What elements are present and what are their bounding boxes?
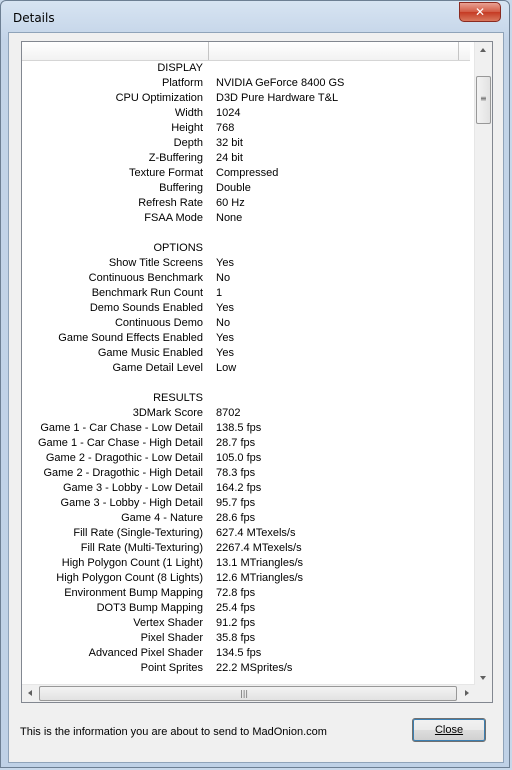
item-label: Depth <box>173 137 203 149</box>
list-item[interactable] <box>22 301 470 316</box>
list-item[interactable] <box>22 421 470 436</box>
item-value: Yes <box>216 302 234 314</box>
list-item[interactable] <box>22 481 470 496</box>
item-label: Game 2 - Dragothic - High Detail <box>43 467 203 479</box>
horizontal-scrollbar[interactable] <box>22 684 475 702</box>
item-label: FSAA Mode <box>144 212 203 224</box>
item-value: 768 <box>216 122 235 134</box>
horizontal-scroll-thumb[interactable] <box>39 686 457 701</box>
scrollbar-corner <box>475 685 492 702</box>
list-item[interactable] <box>22 91 470 106</box>
dialog-client-area <box>8 32 504 763</box>
item-value: Double <box>216 182 251 194</box>
item-label: Game Sound Effects Enabled <box>58 332 203 344</box>
item-label: 3DMark Score <box>132 407 203 419</box>
item-value: 12.6 MTriangles/s <box>216 572 304 584</box>
section-header-row[interactable] <box>22 391 470 406</box>
window-title: Details <box>13 11 55 25</box>
list-item[interactable] <box>22 346 470 361</box>
item-label: Vertex Shader <box>133 617 203 629</box>
close-button[interactable] <box>412 718 486 742</box>
list-item[interactable] <box>22 616 470 631</box>
item-label: Game 1 - Car Chase - High Detail <box>37 437 203 449</box>
list-item[interactable] <box>22 136 470 151</box>
item-label: Demo Sounds Enabled <box>89 302 203 314</box>
item-label: High Polygon Count (1 Light) <box>61 557 203 569</box>
item-value: None <box>216 212 243 224</box>
column-header-bar <box>22 42 470 61</box>
item-label: Texture Format <box>129 167 203 179</box>
scroll-right-icon[interactable] <box>465 690 469 696</box>
item-label: Environment Bump Mapping <box>64 587 203 599</box>
item-label: Continuous Benchmark <box>88 272 203 284</box>
item-value: 28.7 fps <box>216 437 256 449</box>
list-item[interactable] <box>22 286 470 301</box>
list-item[interactable] <box>22 436 470 451</box>
footer-info-text: This is the information you are about to send to MadOnion.com <box>20 726 327 738</box>
grip-icon: ||| <box>240 689 249 698</box>
list-item[interactable] <box>22 526 470 541</box>
item-label: Height <box>171 122 203 134</box>
item-label: Benchmark Run Count <box>91 287 203 299</box>
item-label: Width <box>174 107 203 119</box>
list-item[interactable] <box>22 661 470 676</box>
item-value: 1024 <box>216 107 241 119</box>
scroll-down-icon[interactable] <box>480 676 486 680</box>
list-item[interactable] <box>22 451 470 466</box>
section-header-row[interactable] <box>22 241 470 256</box>
list-item[interactable] <box>22 121 470 136</box>
item-value: D3D Pure Hardware T&L <box>216 92 339 104</box>
item-value: Low <box>216 362 237 374</box>
item-label: Point Sprites <box>140 662 203 674</box>
section-title: RESULTS <box>153 392 203 404</box>
item-value: 60 Hz <box>216 197 245 209</box>
item-label: Game 4 - Nature <box>121 512 203 524</box>
item-label: DOT3 Bump Mapping <box>96 602 203 614</box>
item-value: 91.2 fps <box>216 617 256 629</box>
item-label: Z-Buffering <box>148 152 203 164</box>
scroll-left-icon[interactable] <box>28 690 32 696</box>
item-value: 72.8 fps <box>216 587 256 599</box>
list-item[interactable] <box>22 601 470 616</box>
item-value: 138.5 fps <box>216 422 262 434</box>
item-label: Pixel Shader <box>140 632 203 644</box>
list-item[interactable] <box>22 541 470 556</box>
item-value: 8702 <box>216 407 241 419</box>
item-value: 627.4 MTexels/s <box>216 527 296 539</box>
list-item[interactable] <box>22 586 470 601</box>
item-label: Fill Rate (Single-Texturing) <box>73 527 203 539</box>
item-label: Show Title Screens <box>108 257 203 269</box>
section-title: OPTIONS <box>153 242 203 254</box>
item-label: Refresh Rate <box>138 197 203 209</box>
item-value: 134.5 fps <box>216 647 262 659</box>
item-label: Game 1 - Car Chase - Low Detail <box>40 422 203 434</box>
list-item[interactable] <box>22 166 470 181</box>
list-item[interactable] <box>22 211 470 226</box>
item-label: Game 3 - Lobby - Low Detail <box>62 482 203 494</box>
item-value: 78.3 fps <box>216 467 256 479</box>
section-header-row[interactable] <box>22 61 470 76</box>
item-label: Continuous Demo <box>114 317 203 329</box>
item-value: 105.0 fps <box>216 452 262 464</box>
item-value: 164.2 fps <box>216 482 262 494</box>
item-value: 32 bit <box>216 137 243 149</box>
item-value: Yes <box>216 332 234 344</box>
section-title: DISPLAY <box>157 62 203 74</box>
list-item[interactable] <box>22 76 470 91</box>
list-item[interactable] <box>22 361 470 376</box>
item-value: 2267.4 MTexels/s <box>216 542 302 554</box>
item-label: Advanced Pixel Shader <box>88 647 203 659</box>
item-value: Compressed <box>216 167 279 179</box>
item-value: NVIDIA GeForce 8400 GS <box>216 77 345 89</box>
window-close-icon[interactable]: ✕ <box>459 2 501 22</box>
column-header-value[interactable] <box>209 42 459 60</box>
item-value: 1 <box>216 287 223 299</box>
list-item[interactable] <box>22 196 470 211</box>
blank-row[interactable] <box>22 226 470 241</box>
vertical-scrollbar[interactable] <box>474 42 492 686</box>
grip-icon: ≡ <box>480 94 487 103</box>
list-item[interactable] <box>22 181 470 196</box>
item-label: CPU Optimization <box>115 92 203 104</box>
item-value: 13.1 MTriangles/s <box>216 557 304 569</box>
item-label: Platform <box>162 77 203 89</box>
list-item[interactable] <box>22 406 470 421</box>
details-rows <box>22 61 470 676</box>
list-item[interactable] <box>22 106 470 121</box>
list-item[interactable] <box>22 316 470 331</box>
item-label: Fill Rate (Multi-Texturing) <box>80 542 203 554</box>
list-item[interactable] <box>22 151 470 166</box>
item-value: 95.7 fps <box>216 497 256 509</box>
item-label: Buffering <box>159 182 203 194</box>
list-item[interactable] <box>22 631 470 646</box>
close-button-label: Close <box>434 724 464 736</box>
item-label: Game Music Enabled <box>97 347 203 359</box>
item-value: Yes <box>216 347 234 359</box>
blank-row[interactable] <box>22 376 470 391</box>
list-item[interactable] <box>22 646 470 661</box>
column-header-name[interactable] <box>22 42 209 60</box>
item-value: Yes <box>216 257 234 269</box>
item-label: Game 3 - Lobby - High Detail <box>60 497 203 509</box>
list-item[interactable] <box>22 571 470 586</box>
item-label: Game Detail Level <box>112 362 203 374</box>
scroll-up-icon[interactable] <box>480 48 486 52</box>
item-value: 22.2 MSprites/s <box>216 662 293 674</box>
list-item[interactable] <box>22 256 470 271</box>
item-label: High Polygon Count (8 Lights) <box>56 572 203 584</box>
item-value: 25.4 fps <box>216 602 256 614</box>
item-value: 28.6 fps <box>216 512 256 524</box>
item-value: No <box>216 317 231 329</box>
item-value: 35.8 fps <box>216 632 256 644</box>
list-item[interactable] <box>22 466 470 481</box>
details-list[interactable] <box>21 41 493 703</box>
item-value: 24 bit <box>216 152 243 164</box>
list-item[interactable] <box>22 511 470 526</box>
vertical-scroll-thumb[interactable] <box>476 76 491 124</box>
list-item[interactable] <box>22 331 470 346</box>
item-value: No <box>216 272 231 284</box>
list-item[interactable] <box>22 496 470 511</box>
item-label: Game 2 - Dragothic - Low Detail <box>45 452 203 464</box>
list-item[interactable] <box>22 271 470 286</box>
list-item[interactable] <box>22 556 470 571</box>
